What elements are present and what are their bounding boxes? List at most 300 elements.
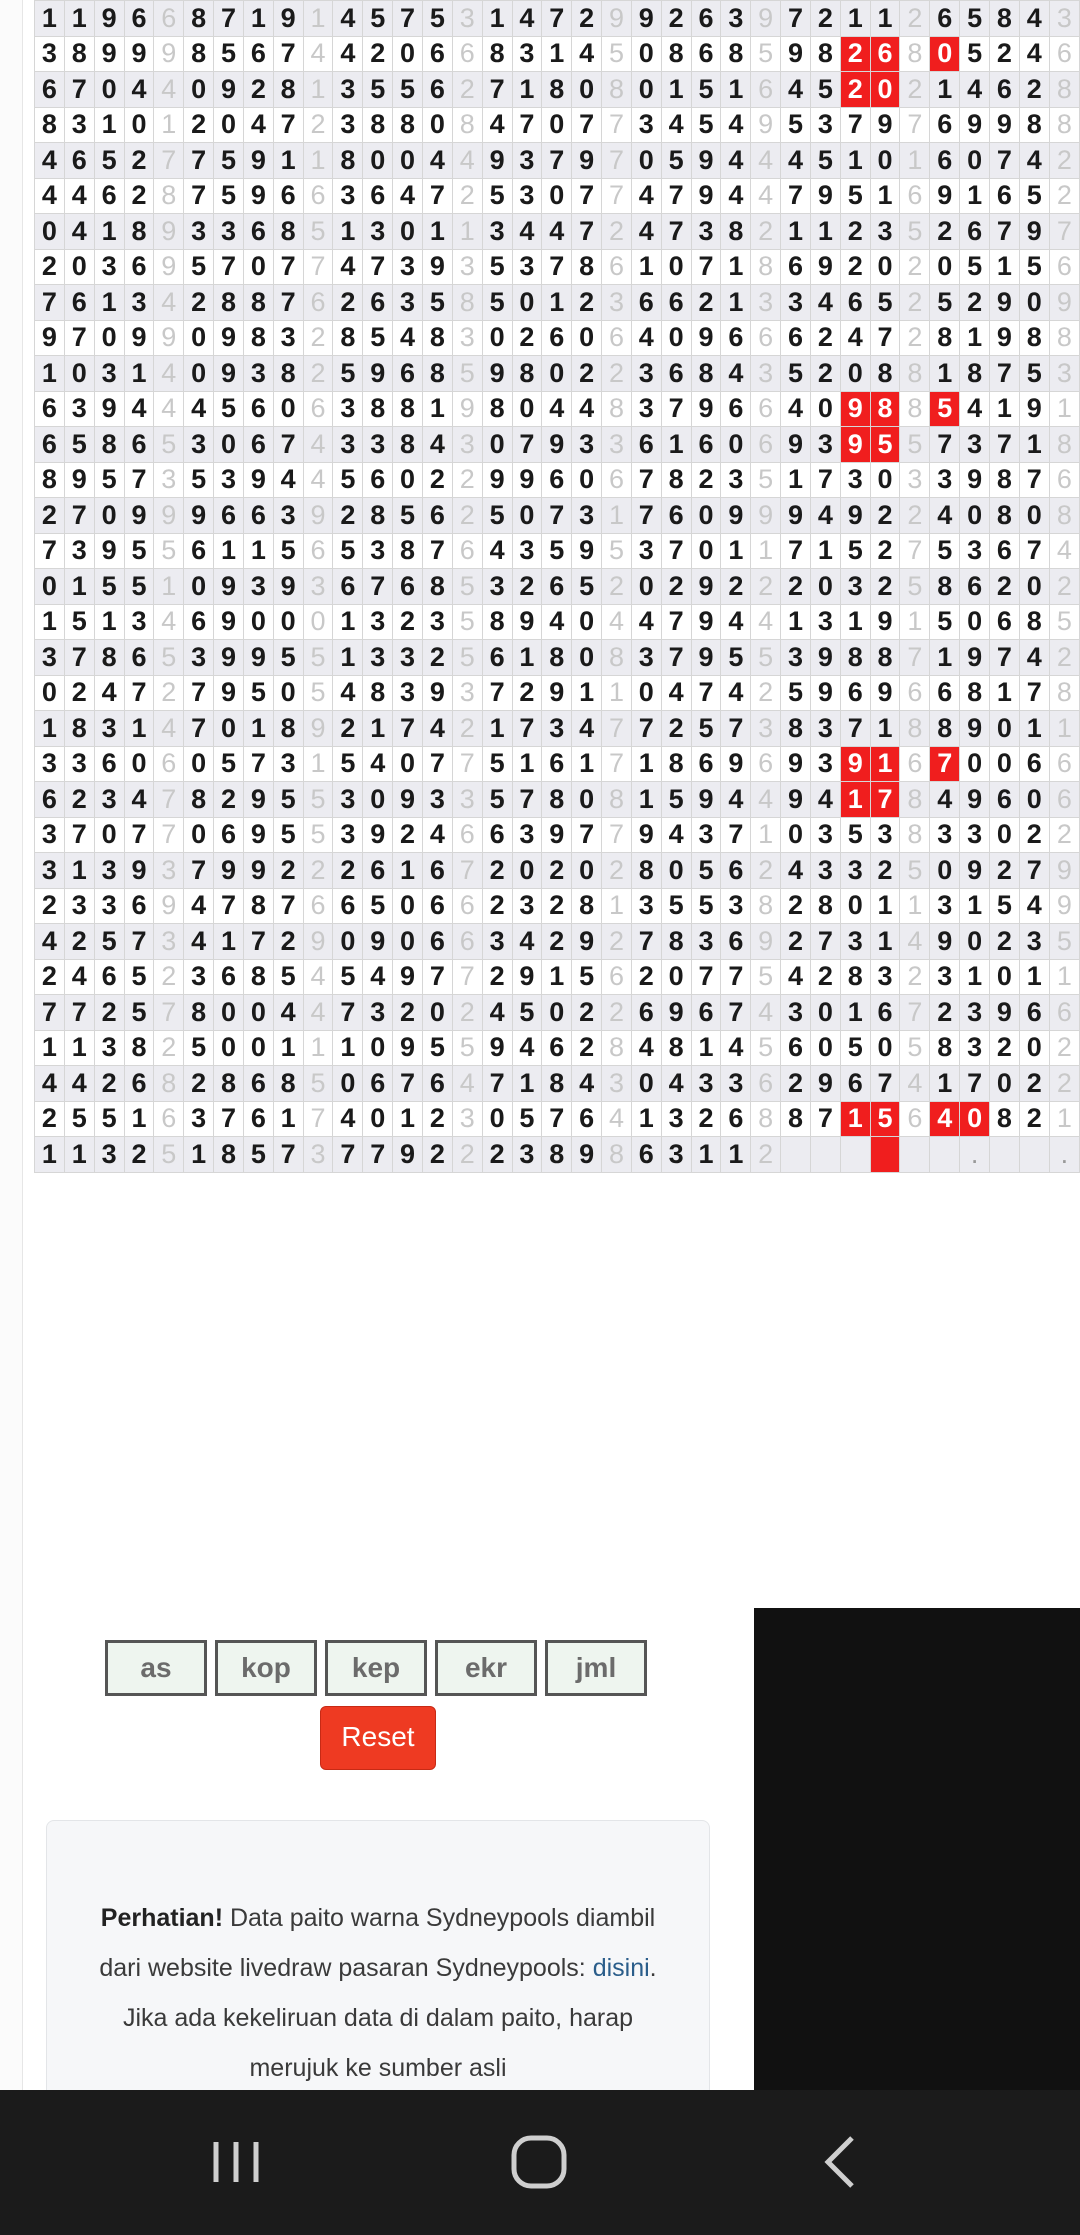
paito-cell: 2 <box>781 924 811 960</box>
paito-cell: 1 <box>900 143 930 179</box>
paito-cell: 0 <box>631 1066 661 1102</box>
paito-cell: 6 <box>452 888 482 924</box>
as-button[interactable]: as <box>105 1640 207 1696</box>
paito-cell: 7 <box>542 1101 572 1137</box>
paito-cell: 0 <box>333 1066 363 1102</box>
paito-cell: 9 <box>243 817 273 853</box>
paito-cell: 8 <box>35 462 65 498</box>
paito-cell: 0 <box>214 427 244 463</box>
paito-cell: 9 <box>751 1 781 37</box>
paito-cell: 0 <box>124 107 154 143</box>
paito-cell: 1 <box>631 746 661 782</box>
paito-cell: 0 <box>691 533 721 569</box>
paito-cell: 5 <box>542 533 572 569</box>
ekr-button[interactable]: ekr <box>435 1640 537 1696</box>
back-icon[interactable] <box>800 2130 880 2194</box>
paito-cell: 9 <box>243 178 273 214</box>
paito-cell: 8 <box>572 249 602 285</box>
paito-cell: 7 <box>452 746 482 782</box>
paito-cell: 4 <box>840 320 870 356</box>
paito-cell: 4 <box>631 320 661 356</box>
paito-cell: 5 <box>303 640 333 676</box>
paito-cell: 6 <box>990 533 1020 569</box>
paito-cell: 5 <box>960 36 990 72</box>
paito-cell: 1 <box>960 888 990 924</box>
paito-cell: 6 <box>542 1030 572 1066</box>
paito-row <box>35 1066 1080 1102</box>
paito-cell: 7 <box>124 924 154 960</box>
paito-cell: 9 <box>930 924 960 960</box>
paito-cell: 9 <box>94 533 124 569</box>
paito-cell: 7 <box>154 782 184 818</box>
paito-cell: 7 <box>930 746 960 782</box>
paito-cell: 0 <box>691 498 721 534</box>
paito-cell: 1 <box>960 178 990 214</box>
paito-cell: 2 <box>124 1137 154 1173</box>
paito-cell: 7 <box>602 143 632 179</box>
paito-cell: 4 <box>452 1066 482 1102</box>
paito-cell: 2 <box>990 924 1020 960</box>
paito-cell <box>810 1137 840 1173</box>
paito-cell: 9 <box>691 604 721 640</box>
paito-cell: 0 <box>930 249 960 285</box>
paito-cell: 7 <box>393 1066 423 1102</box>
jml-button[interactable]: jml <box>545 1640 647 1696</box>
paito-cell: 0 <box>94 498 124 534</box>
paito-cell: 4 <box>781 72 811 108</box>
paito-cell: 8 <box>422 569 452 605</box>
paito-cell: 1 <box>94 604 124 640</box>
paito-row <box>35 640 1080 676</box>
paito-cell: 9 <box>840 391 870 427</box>
paito-cell: 9 <box>781 498 811 534</box>
paito-cell: 5 <box>363 888 393 924</box>
paito-cell: 7 <box>542 143 572 179</box>
paito-cell: 7 <box>661 214 691 250</box>
paito-cell: 7 <box>35 533 65 569</box>
paito-cell: 4 <box>35 143 65 179</box>
paito-cell: 9 <box>721 746 751 782</box>
paito-cell: 9 <box>64 462 94 498</box>
paito-cell: 6 <box>35 782 65 818</box>
paito-cell: 7 <box>661 533 691 569</box>
paito-cell: 5 <box>482 498 512 534</box>
paito-cell: 8 <box>990 1101 1020 1137</box>
paito-cell: 8 <box>661 746 691 782</box>
paito-cell: 0 <box>990 746 1020 782</box>
paito-cell: 7 <box>124 462 154 498</box>
paito-cell: 8 <box>900 356 930 392</box>
paito-cell: 4 <box>751 178 781 214</box>
paito-cell: 2 <box>333 853 363 889</box>
paito-cell: 4 <box>154 711 184 747</box>
paito-cell: 3 <box>363 640 393 676</box>
paito-cell: 7 <box>990 143 1020 179</box>
paito-cell: 2 <box>900 959 930 995</box>
paito-cell: 9 <box>393 1137 423 1173</box>
paito-cell: 8 <box>273 711 303 747</box>
paito-cell: 3 <box>124 285 154 321</box>
paito-cell: 5 <box>273 959 303 995</box>
paito-cell: 9 <box>154 498 184 534</box>
paito-cell: 0 <box>333 924 363 960</box>
paito-cell: 6 <box>691 746 721 782</box>
notice-box <box>46 1820 710 2090</box>
paito-cell: 6 <box>452 817 482 853</box>
paito-cell: 5 <box>422 285 452 321</box>
paito-cell: 5 <box>781 356 811 392</box>
paito-cell: 6 <box>542 320 572 356</box>
paito-cell: 6 <box>602 249 632 285</box>
paito-cell: 3 <box>840 569 870 605</box>
paito-cell: 0 <box>990 711 1020 747</box>
paito-cell: 0 <box>363 1030 393 1066</box>
paito-cell: 3 <box>631 391 661 427</box>
paito-cell: 3 <box>1019 924 1049 960</box>
paito-cell: 6 <box>154 746 184 782</box>
paito-cell: 0 <box>184 356 214 392</box>
paito-cell: 6 <box>273 178 303 214</box>
paito-cell <box>930 1137 960 1173</box>
paito-cell: 0 <box>303 604 333 640</box>
paito-cell: 7 <box>214 888 244 924</box>
paito-cell: 4 <box>572 36 602 72</box>
paito-cell <box>781 1137 811 1173</box>
paito-cell: 6 <box>721 320 751 356</box>
paito-cell: 6 <box>124 1 154 37</box>
paito-cell: 6 <box>243 1101 273 1137</box>
paito-cell: 1 <box>930 640 960 676</box>
paito-cell: 6 <box>393 569 423 605</box>
paito-cell: 7 <box>542 249 572 285</box>
paito-cell: 6 <box>1049 995 1079 1031</box>
paito-cell: 6 <box>930 675 960 711</box>
paito-cell: 6 <box>542 746 572 782</box>
paito-cell: 5 <box>422 1030 452 1066</box>
paito-cell: 7 <box>691 675 721 711</box>
paito-cell: 6 <box>1049 746 1079 782</box>
paito-cell: 0 <box>35 569 65 605</box>
paito-cell: 3 <box>333 72 363 108</box>
paito-cell: 5 <box>452 640 482 676</box>
paito-cell: 5 <box>1019 178 1049 214</box>
paito-cell: 4 <box>751 782 781 818</box>
paito-cell: 5 <box>930 604 960 640</box>
paito-cell: 0 <box>870 72 900 108</box>
paito-cell: 8 <box>214 1066 244 1102</box>
paito-cell: 3 <box>452 1 482 37</box>
paito-cell: 7 <box>572 178 602 214</box>
paito-cell: 9 <box>154 214 184 250</box>
paito-cell: 4 <box>572 711 602 747</box>
paito-cell: 6 <box>661 356 691 392</box>
paito-cell: 3 <box>542 711 572 747</box>
paito-cell: 8 <box>542 1137 572 1173</box>
paito-cell: 9 <box>452 391 482 427</box>
paito-cell: 9 <box>214 604 244 640</box>
paito-cell: 8 <box>363 107 393 143</box>
paito-cell: 2 <box>333 498 363 534</box>
paito-row <box>35 604 1080 640</box>
paito-cell: 1 <box>840 143 870 179</box>
paito-cell: 7 <box>661 178 691 214</box>
paito-cell: 6 <box>751 427 781 463</box>
paito-cell: 6 <box>721 853 751 889</box>
paito-cell: 5 <box>64 604 94 640</box>
paito-cell: 7 <box>602 711 632 747</box>
paito-cell: 6 <box>333 569 363 605</box>
paito-cell: 3 <box>452 675 482 711</box>
paito-cell: 3 <box>422 604 452 640</box>
paito-cell: 8 <box>990 1 1020 37</box>
paito-cell: 7 <box>273 888 303 924</box>
paito-cell: 4 <box>333 36 363 72</box>
paito-cell: 1 <box>631 249 661 285</box>
paito-cell: 6 <box>303 178 333 214</box>
paito-cell: 4 <box>512 924 542 960</box>
paito-cell: 1 <box>721 249 751 285</box>
paito-cell: 3 <box>214 214 244 250</box>
home-icon[interactable] <box>500 2130 580 2194</box>
paito-cell: 3 <box>781 640 811 676</box>
paito-cell: 4 <box>781 143 811 179</box>
paito-cell: 1 <box>572 746 602 782</box>
paito-cell: 4 <box>303 995 333 1031</box>
paito-cell: 8 <box>243 320 273 356</box>
paito-cell: 2 <box>602 356 632 392</box>
paito-cell: 0 <box>393 746 423 782</box>
paito-cell: 0 <box>930 36 960 72</box>
paito-cell: 3 <box>333 817 363 853</box>
recent-apps-icon[interactable] <box>196 2130 276 2194</box>
paito-cell: 6 <box>602 959 632 995</box>
paito-cell: 5 <box>303 1066 333 1102</box>
paito-cell: 5 <box>661 143 691 179</box>
paito-cell: 7 <box>214 249 244 285</box>
paito-cell: 6 <box>1019 746 1049 782</box>
kep-button[interactable]: kep <box>325 1640 427 1696</box>
paito-cell: 3 <box>94 853 124 889</box>
paito-cell: 0 <box>35 675 65 711</box>
paito-cell: 2 <box>840 72 870 108</box>
paito-cell: 3 <box>243 356 273 392</box>
paito-cell: 2 <box>1049 1066 1079 1102</box>
paito-cell: 2 <box>393 817 423 853</box>
paito-cell: 6 <box>422 924 452 960</box>
paito-cell: 6 <box>870 36 900 72</box>
paito-cell: 6 <box>960 569 990 605</box>
paito-cell: 8 <box>214 1137 244 1173</box>
paito-cell: 7 <box>631 462 661 498</box>
paito-cell <box>990 1137 1020 1173</box>
paito-cell: 4 <box>512 1 542 37</box>
paito-cell: 7 <box>154 995 184 1031</box>
paito-cell: 2 <box>960 285 990 321</box>
paito-cell: 2 <box>35 888 65 924</box>
paito-cell: 3 <box>960 533 990 569</box>
paito-cell: 4 <box>243 107 273 143</box>
paito-row <box>35 214 1080 250</box>
paito-cell: 2 <box>512 569 542 605</box>
paito-cell: 9 <box>154 36 184 72</box>
paito-cell: 8 <box>661 462 691 498</box>
paito-cell: 4 <box>422 711 452 747</box>
paito-cell: 1 <box>870 746 900 782</box>
paito-cell: 7 <box>273 285 303 321</box>
paito-cell: 0 <box>1019 285 1049 321</box>
paito-cell: 9 <box>393 959 423 995</box>
paito-cell: 9 <box>1049 888 1079 924</box>
paito-cell: 6 <box>243 498 273 534</box>
paito-cell: 3 <box>840 853 870 889</box>
paito-cell: 5 <box>1049 604 1079 640</box>
paito-cell: 9 <box>572 143 602 179</box>
paito-cell: 1 <box>64 853 94 889</box>
paito-cell: 8 <box>512 356 542 392</box>
paito-cell: 8 <box>393 107 423 143</box>
right-dark-panel <box>754 1608 1080 2090</box>
paito-cell: 2 <box>751 214 781 250</box>
paito-cell: 1 <box>512 1066 542 1102</box>
paito-cell: 9 <box>154 249 184 285</box>
paito-cell: 9 <box>870 675 900 711</box>
paito-cell: 4 <box>542 391 572 427</box>
paito-cell: 2 <box>751 675 781 711</box>
paito-cell: 8 <box>1049 320 1079 356</box>
paito-cell: 8 <box>94 427 124 463</box>
paito-cell: 4 <box>900 924 930 960</box>
paito-cell: 9 <box>721 498 751 534</box>
paito-cell: 9 <box>422 675 452 711</box>
paito-cell: 9 <box>990 320 1020 356</box>
paito-cell: 1 <box>333 604 363 640</box>
paito-cell: 1 <box>810 214 840 250</box>
paito-cell: 1 <box>900 888 930 924</box>
paito-cell: 2 <box>810 320 840 356</box>
reset-button[interactable]: Reset <box>320 1706 436 1770</box>
paito-cell: 2 <box>661 711 691 747</box>
paito-cell: 4 <box>721 604 751 640</box>
paito-cell: 3 <box>94 711 124 747</box>
paito-cell: 8 <box>94 640 124 676</box>
paito-cell: 0 <box>35 214 65 250</box>
paito-cell: 3 <box>35 640 65 676</box>
paito-cell: 5 <box>482 782 512 818</box>
paito-cell: 7 <box>602 178 632 214</box>
paito-cell: 4 <box>661 817 691 853</box>
paito-cell: 1 <box>960 959 990 995</box>
paito-cell: 3 <box>900 462 930 498</box>
paito-cell: 2 <box>452 995 482 1031</box>
paito-cell: 6 <box>482 817 512 853</box>
paito-cell: 0 <box>960 498 990 534</box>
paito-row <box>35 1030 1080 1066</box>
paito-cell: 5 <box>303 675 333 711</box>
paito-cell: 1 <box>393 853 423 889</box>
paito-cell: 4 <box>184 888 214 924</box>
paito-cell: 7 <box>870 1066 900 1102</box>
source-link[interactable]: disini <box>592 1954 650 1982</box>
paito-cell: 2 <box>512 320 542 356</box>
paito-cell: 1 <box>124 356 154 392</box>
paito-cell: 3 <box>661 1101 691 1137</box>
notice-text-2: . Jika ada kekeliruan data di dalam paito, harap merujuk ke sumber asli <box>122 1954 657 2082</box>
paito-cell: 4 <box>154 72 184 108</box>
paito-cell: 9 <box>154 888 184 924</box>
paito-cell: 6 <box>990 72 1020 108</box>
paito-cell: 9 <box>243 143 273 179</box>
paito-cell: 3 <box>154 853 184 889</box>
paito-cell: 9 <box>512 959 542 995</box>
paito-cell: 0 <box>661 853 691 889</box>
paito-cell: 7 <box>602 107 632 143</box>
paito-cell: 6 <box>243 36 273 72</box>
paito-cell: 7 <box>512 427 542 463</box>
paito-cell: 1 <box>602 498 632 534</box>
paito-cell: 6 <box>452 36 482 72</box>
paito-cell: 1 <box>840 604 870 640</box>
paito-cell: 0 <box>482 320 512 356</box>
paito-cell: 8 <box>602 1137 632 1173</box>
paito-cell: 3 <box>94 1137 124 1173</box>
paito-cell: 6 <box>840 1066 870 1102</box>
paito-cell: 6 <box>900 1101 930 1137</box>
paito-cell: 4 <box>333 1101 363 1137</box>
paito-cell: 3 <box>333 107 363 143</box>
paito-cell: 8 <box>751 1101 781 1137</box>
paito-cell: 7 <box>930 427 960 463</box>
paito-cell: 2 <box>781 569 811 605</box>
paito-cell: 5 <box>691 888 721 924</box>
paito-cell: 6 <box>154 1 184 37</box>
paito-cell: 2 <box>1049 178 1079 214</box>
paito-cell: 5 <box>94 569 124 605</box>
paito-cell: 7 <box>900 640 930 676</box>
paito-cell: 3 <box>930 959 960 995</box>
paito-cell: 9 <box>214 675 244 711</box>
paito-cell: 5 <box>154 427 184 463</box>
paito-cell: 8 <box>363 675 393 711</box>
paito-cell: 6 <box>303 533 333 569</box>
paito-cell: 7 <box>64 72 94 108</box>
paito-cell: 0 <box>393 924 423 960</box>
paito-cell: 0 <box>184 320 214 356</box>
paito-cell: 8 <box>661 36 691 72</box>
paito-cell: 1 <box>602 675 632 711</box>
paito-cell: 1 <box>840 782 870 818</box>
kop-button[interactable]: kop <box>215 1640 317 1696</box>
paito-cell: 3 <box>94 356 124 392</box>
paito-cell: 2 <box>303 320 333 356</box>
paito-cell: 4 <box>631 604 661 640</box>
paito-cell: 2 <box>363 36 393 72</box>
paito-cell: 3 <box>35 36 65 72</box>
paito-cell: 7 <box>64 817 94 853</box>
paito-cell: 9 <box>124 36 154 72</box>
paito-cell: 8 <box>482 604 512 640</box>
paito-cell: 7 <box>273 36 303 72</box>
paito-cell: 5 <box>751 462 781 498</box>
paito-cell: 4 <box>303 36 333 72</box>
paito-cell: 1 <box>243 711 273 747</box>
paito-cell: 3 <box>751 356 781 392</box>
paito-cell: 3 <box>602 427 632 463</box>
paito-cell: 0 <box>1019 569 1049 605</box>
paito-cell: 4 <box>363 746 393 782</box>
paito-cell: 9 <box>94 1 124 37</box>
paito-cell: 1 <box>1049 1101 1079 1137</box>
paito-cell: 6 <box>990 604 1020 640</box>
